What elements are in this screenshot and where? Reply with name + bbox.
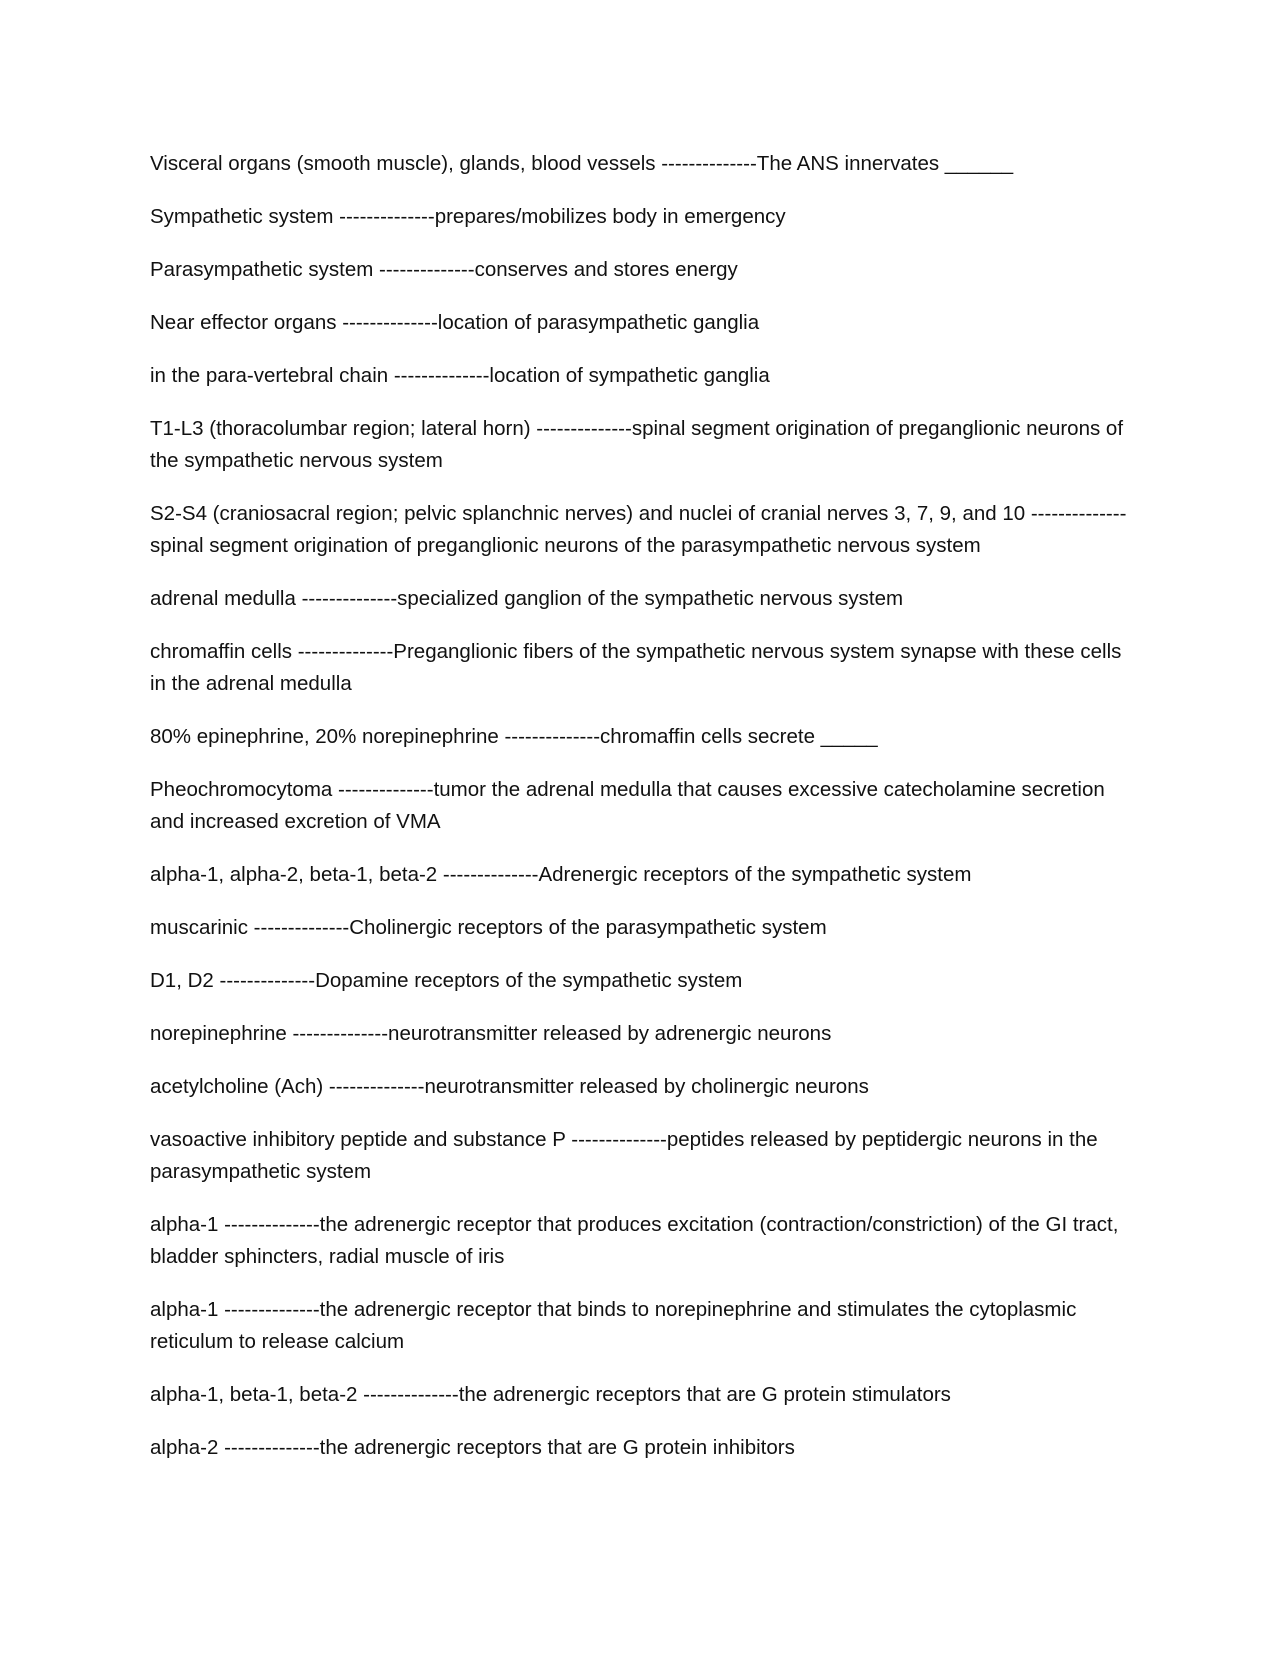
- flashcard-entry-parasympathetic-system: Parasympathetic system --------------conserves and stores energy: [150, 258, 738, 281]
- flashcard-entry-adrenergic-receptors: alpha-1, alpha-2, beta-1, beta-2 --------------Adrenergic receptors of the sympathetic system: [150, 863, 972, 886]
- flashcard-entry-ans-innervates: Visceral organs (smooth muscle), glands, blood vessels --------------The ANS innervates ______: [150, 152, 1014, 175]
- flashcard-entry-pheochromocytoma: Pheochromocytoma --------------tumor the adrenal medulla that causes excessive catecholamine secretion and increased excretion of VMA: [150, 778, 1105, 833]
- flashcard-entry-parasympathetic-ganglia: Near effector organs --------------location of parasympathetic ganglia: [150, 311, 760, 334]
- flashcard-entry-g-protein-stimulators: alpha-1, beta-1, beta-2 --------------the adrenergic receptors that are G protein stimulators: [150, 1383, 951, 1406]
- flashcard-entry-g-protein-inhibitors: alpha-2 --------------the adrenergic receptors that are G protein inhibitors: [150, 1436, 795, 1459]
- flashcard-entry-alpha1-calcium: alpha-1 --------------the adrenergic receptor that binds to norepinephrine and stimulates the cytoplasmic reticulum to release calcium: [150, 1298, 1077, 1353]
- flashcard-entry-dopamine-receptors: D1, D2 --------------Dopamine receptors of the sympathetic system: [150, 969, 743, 992]
- flashcard-entry-sympathetic-ganglia: in the para-vertebral chain --------------location of sympathetic ganglia: [150, 364, 770, 387]
- flashcard-entry-chromaffin-secretion: 80% epinephrine, 20% norepinephrine --------------chromaffin cells secrete _____: [150, 725, 878, 748]
- flashcard-entry-sympathetic-origin: T1-L3 (thoracolumbar region; lateral horn) --------------spinal segment origination of preganglionic neurons of the sympathetic nervous system: [150, 417, 1124, 472]
- flashcard-entry-parasympathetic-origin: S2-S4 (craniosacral region; pelvic splanchnic nerves) and nuclei of cranial nerves 3, 7, 9, and 10 --------------spinal segment origination of preganglionic neurons of the parasympathetic nervous system: [150, 502, 1127, 557]
- flashcard-entry-sympathetic-system: Sympathetic system --------------prepares/mobilizes body in emergency: [150, 205, 786, 228]
- flashcard-entry-acetylcholine: acetylcholine (Ach) --------------neurotransmitter released by cholinergic neurons: [150, 1075, 869, 1098]
- flashcard-entry-alpha1-excitation: alpha-1 --------------the adrenergic receptor that produces excitation (contraction/constriction) of the GI tract, bladder sphincters, radial muscle of iris: [150, 1213, 1119, 1268]
- flashcard-entry-norepinephrine: norepinephrine --------------neurotransmitter released by adrenergic neurons: [150, 1022, 832, 1045]
- flashcard-entry-cholinergic-receptors: muscarinic --------------Cholinergic receptors of the parasympathetic system: [150, 916, 827, 939]
- flashcard-entry-chromaffin-cells: chromaffin cells --------------Preganglionic fibers of the sympathetic nervous system synapse with these cells in the adrenal medulla: [150, 640, 1122, 695]
- flashcard-entry-adrenal-medulla: adrenal medulla --------------specialized ganglion of the sympathetic nervous system: [150, 587, 904, 610]
- flashcard-entry-peptides: vasoactive inhibitory peptide and substance P --------------peptides released by peptidergic neurons in the parasympathetic system: [150, 1128, 1098, 1183]
- document-page: [150, 148, 1130, 1485]
